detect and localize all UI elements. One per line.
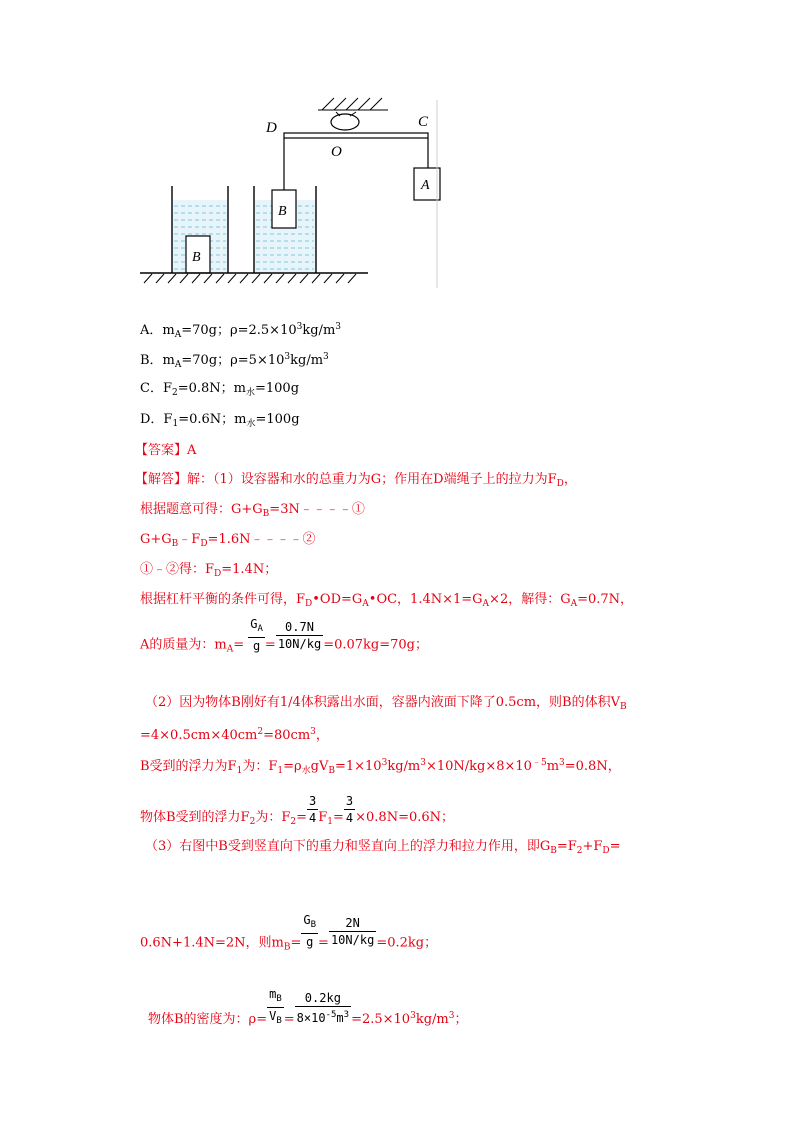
fraction-mb-over-vb: $\frac{m_B}{V_B}$ <box>267 986 284 1029</box>
label-c: C <box>418 114 429 130</box>
lever-bar <box>284 133 428 138</box>
ceiling-hatch <box>318 98 388 110</box>
option-a: A．$m_A=70g$；$\rho=2.5\times 10^3kg/m^3$ <box>140 322 341 340</box>
analysis-line-3: $G+G_B﹣F_D=1.6N﹣﹣﹣﹣②$ <box>140 532 316 549</box>
label-a: A <box>421 178 430 193</box>
physics-diagram <box>0 0 800 300</box>
analysis-tag: 【解答】 <box>135 472 188 487</box>
analysis-line-5: 根据杠杆平衡的条件可得，$F_D•OD=G_A•OC$，$1.4N\times 1=G_A\times 2$，解得：$G_A=0.7N$， <box>140 592 634 609</box>
label-b-right: B <box>278 204 287 219</box>
analysis-line-9: B受到的浮力为$F_1$为：$F_1=\rho_水gV_B=1\times 10^3kg/m^3\times 10N/kg\times 8\times 10^{﹣5}m^3=0.8N$， <box>140 758 621 776</box>
analysis-line-10: 物体B受到的浮力$F_2$为：$F_2=$ $\frac{3}{4}$ $F_1=$ $\frac{3}{4}$ ×0.8N=0.6N； <box>140 794 455 827</box>
analysis-line-8: $=4\times 0.5cm\times 40cm^2=80cm^3$， <box>140 727 329 743</box>
fraction-3-over-4-a: $\frac{3}{4}$ <box>308 794 317 825</box>
analysis-line-13: 物体B的密度为：ρ= $\frac{m_B}{V_B}$ = $\frac{0.2kg}{8\times 10^{-5}m^3}$ $=2.5\times 10^3kg/m^3$； <box>148 987 468 1027</box>
answer-value: A <box>187 443 197 458</box>
label-o: O <box>331 144 342 160</box>
right-container <box>254 186 316 273</box>
ground <box>140 273 368 283</box>
analysis-line-4: ①﹣②得：$F_D=1.4N$； <box>140 562 278 579</box>
fraction-gb-over-g: $\frac{G_B}{g}$ <box>303 913 317 949</box>
option-c: C．$F_2=0.8N$；$m_水=100g$ <box>140 381 300 398</box>
option-b: B．$m_A=70g$；$\rho=5\times 10^3kg/m^3$ <box>140 352 329 370</box>
fraction-ga-over-g: $\frac{G_A}{g}$ <box>250 617 263 653</box>
answer-line <box>135 442 196 460</box>
label-d: D <box>266 120 277 136</box>
pivot-ring <box>331 114 359 130</box>
label-b-left: B <box>192 250 201 265</box>
analysis-line-2: 根据题意可得：$G+G_B=3N﹣﹣﹣﹣①$ <box>140 502 365 519</box>
fraction-02kg-over-volume: $\frac{0.2kg}{8\times 10^{-5}m^3}$ <box>296 990 350 1025</box>
analysis-line-1: 【解答】解：（1）设容器和水的总重力为G；作用在D端绳子上的拉力为$F_D$， <box>135 472 577 489</box>
fraction-3-over-4-b: $\frac{3}{4}$ <box>345 794 354 825</box>
analysis-line-11: （3）右图中B受到竖直向下的重力和竖直向上的浮力和拉力作用，即$G_B=F_2+F_D=$ <box>145 839 621 856</box>
fraction-2n-over-10nkg: $\frac{2N}{10N/kg}$ <box>330 915 375 947</box>
answer-tag: 【答案】 <box>135 443 188 458</box>
analysis-line-12: 0.6N+1.4N=2N，则$m_B=$ $\frac{G_B}{g}$ = $\frac{2N}{10N/kg}$ =0.2kg； <box>140 913 438 953</box>
analysis-line-7: （2）因为物体B刚好有1/4体积露出水面，容器内液面下降了0.5cm，则B的体积$V_B$ <box>145 695 627 712</box>
analysis-line-6: A的质量为：$m_A=$ $\frac{G_A}{g}$ = $\frac{0.7N}{10N/kg}$ =0.07kg=70g； <box>140 617 428 655</box>
option-d: D．$F_1=0.6N$；$m_水=100g$ <box>140 412 300 429</box>
fraction-07n-over-10nkg: $\frac{0.7N}{10N/kg}$ <box>277 619 322 651</box>
